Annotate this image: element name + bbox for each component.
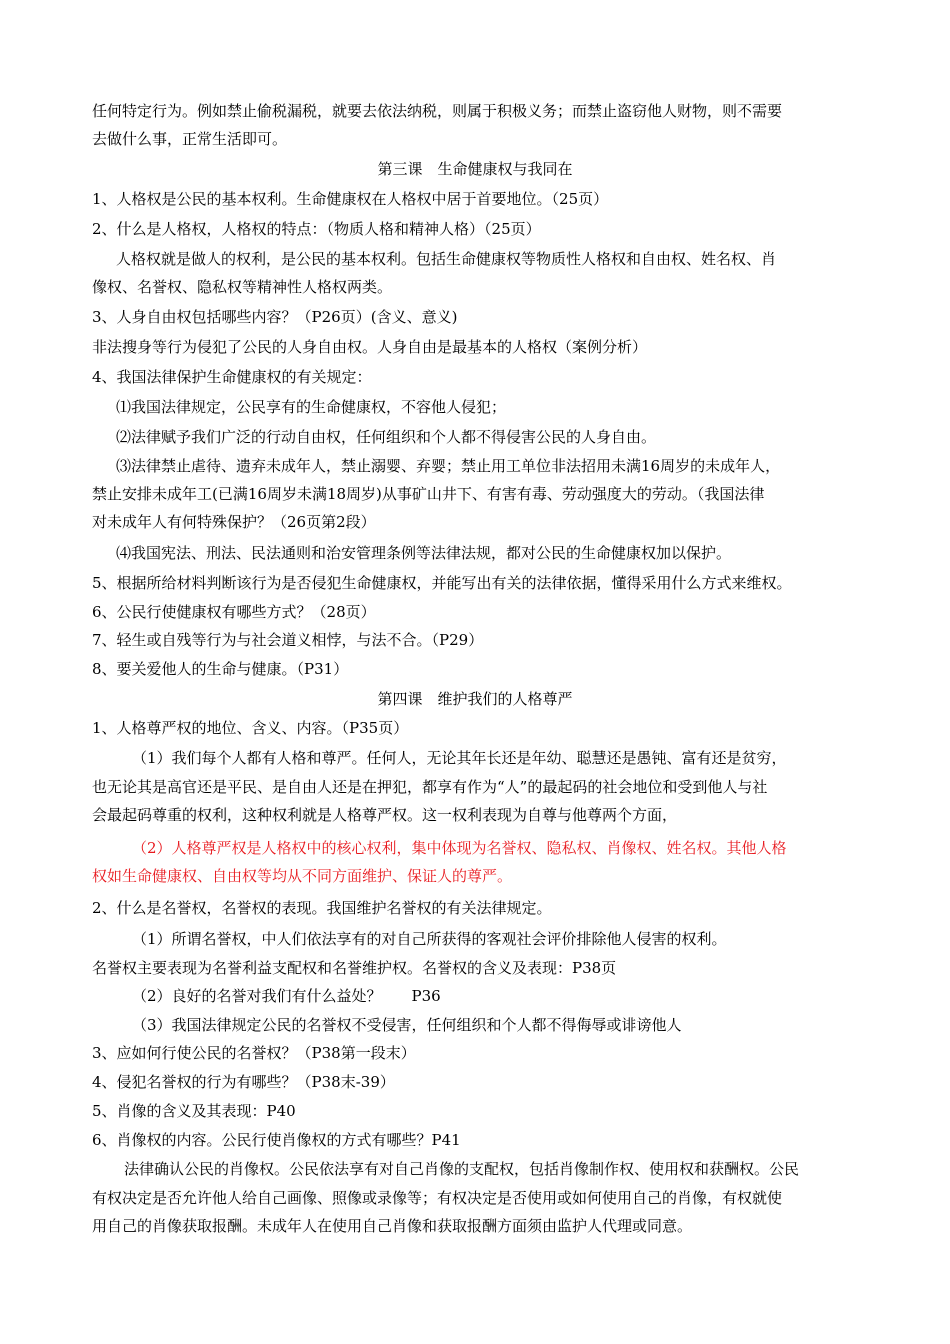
- text-line: 3、应如何行使公民的名誉权？（P38第一段末）: [92, 1044, 416, 1062]
- text-line: ⑴我国法律规定，公民享有的生命健康权，不容他人侵犯；: [116, 398, 507, 416]
- text-line: 1、人格权是公民的基本权利。生命健康权在人格权中居于首要地位。（25页）: [92, 190, 609, 208]
- text-line: 有权决定是否允许他人给自己画像、照像或录像等；有权决定是否使用或如何使用自己的肖像，有权就使: [92, 1189, 783, 1207]
- section-heading: 第三课 生命健康权与我同在: [377, 160, 573, 178]
- text-line: 5、肖像的含义及其表现：P40: [92, 1102, 296, 1120]
- text-line: （3）我国法律规定公民的名誉权不受侵害，任何组织和个人都不得侮辱或诽谤他人: [132, 1016, 682, 1034]
- text-line: 去做什么事，正常生活即可。: [92, 130, 288, 148]
- text-line: 非法搜身等行为侵犯了公民的人身自由权。人身自由是最基本的人格权（案例分析）: [92, 338, 648, 356]
- text-line: 对未成年人有何特殊保护？（26页第2段）: [92, 513, 376, 531]
- text-line: 用自己的肖像获取报酬。未成年人在使用自己肖像和获取报酬方面须由监护人代理或同意。: [92, 1217, 693, 1235]
- text-line: （1）所谓名誉权，中人们依法享有的对自己所获得的客观社会评价排除他人侵害的权利。: [132, 930, 727, 948]
- text-line: 禁止安排未成年工(已满16周岁未满18周岁)从事矿山井下、有害有毒、劳动强度大的劳动。（我国法律: [92, 485, 765, 503]
- text-line: ⑵法律赋予我们广泛的行动自由权，任何组织和个人都不得侵害公民的人身自由。: [116, 428, 657, 446]
- text-line: ⑶法律禁止虐待、遗弃未成年人，禁止溺婴、弃婴；禁止用工单位非法招用未满16周岁的未成年人，: [116, 457, 781, 475]
- text-line: ⑷我国宪法、刑法、民法通则和治安管理条例等法律法规，都对公民的生命健康权加以保护。: [116, 544, 732, 562]
- text-line: 任何特定行为。例如禁止偷税漏税，就要去依法纳税，则属于积极义务；而禁止盗窃他人财物，则不需要: [92, 102, 783, 120]
- text-line: 会最起码尊重的权利，这种权利就是人格尊严权。这一权利表现为自尊与他尊两个方面，: [92, 806, 678, 824]
- text-line: 7、轻生或自残等行为与社会道义相悖，与法不合。（P29）: [92, 631, 484, 649]
- text-line: 2、什么是名誉权，名誉权的表现。我国维护名誉权的有关法律规定。: [92, 899, 552, 917]
- text-line: 1、人格尊严权的地位、含义、内容。（P35页）: [92, 719, 409, 737]
- text-line: 也无论其是高官还是平民、是自由人还是在押犯，都享有作为“人”的最起码的社会地位和受到他人与社: [92, 778, 768, 796]
- text-line: 名誉权主要表现为名誉利益支配权和名誉维护权。名誉权的含义及表现：P38页: [92, 959, 617, 977]
- text-line: 4、侵犯名誉权的行为有哪些？（P38末-39）: [92, 1073, 395, 1091]
- text-line: 6、肖像权的内容。公民行使肖像权的方式有哪些？P41: [92, 1131, 461, 1149]
- text-line: 人格权就是做人的权利，是公民的基本权利。包括生命健康权等物质性人格权和自由权、姓名权、肖: [116, 250, 777, 268]
- text-line: 6、公民行使健康权有哪些方式？（28页）: [92, 603, 376, 621]
- highlighted-line: 权如生命健康权、自由权等均从不同方面维护、保证人的尊严。: [92, 867, 513, 885]
- text-line: 3、人身自由权包括哪些内容？（P26页）(含义、意义): [92, 308, 458, 326]
- text-line: （2）良好的名誉对我们有什么益处？ P36: [132, 987, 441, 1005]
- section-heading: 第四课 维护我们的人格尊严: [377, 690, 573, 708]
- text-line: 8、要关爱他人的生命与健康。（P31）: [92, 660, 349, 678]
- text-line: 5、根据所给材料判断该行为是否侵犯生命健康权，并能写出有关的法律依据，懂得采用什么方式来维权。: [92, 574, 792, 592]
- text-line: 像权、名誉权、隐私权等精神性人格权两类。: [92, 278, 393, 296]
- text-line: 法律确认公民的肖像权。公民依法享有对自己肖像的支配权，包括肖像制作权、使用权和获酬权。公民: [124, 1160, 800, 1178]
- highlighted-line: （2）人格尊严权是人格权中的核心权利，集中体现为名誉权、隐私权、肖像权、姓名权。其他人格: [132, 839, 787, 857]
- text-line: （1）我们每个人都有人格和尊严。任何人，无论其年长还是年幼、聪慧还是愚钝、富有还是贫穷，: [132, 749, 787, 767]
- text-line: 2、什么是人格权，人格权的特点：（物质人格和精神人格）（25页）: [92, 220, 541, 238]
- text-line: 4、我国法律保护生命健康权的有关规定：: [92, 368, 372, 386]
